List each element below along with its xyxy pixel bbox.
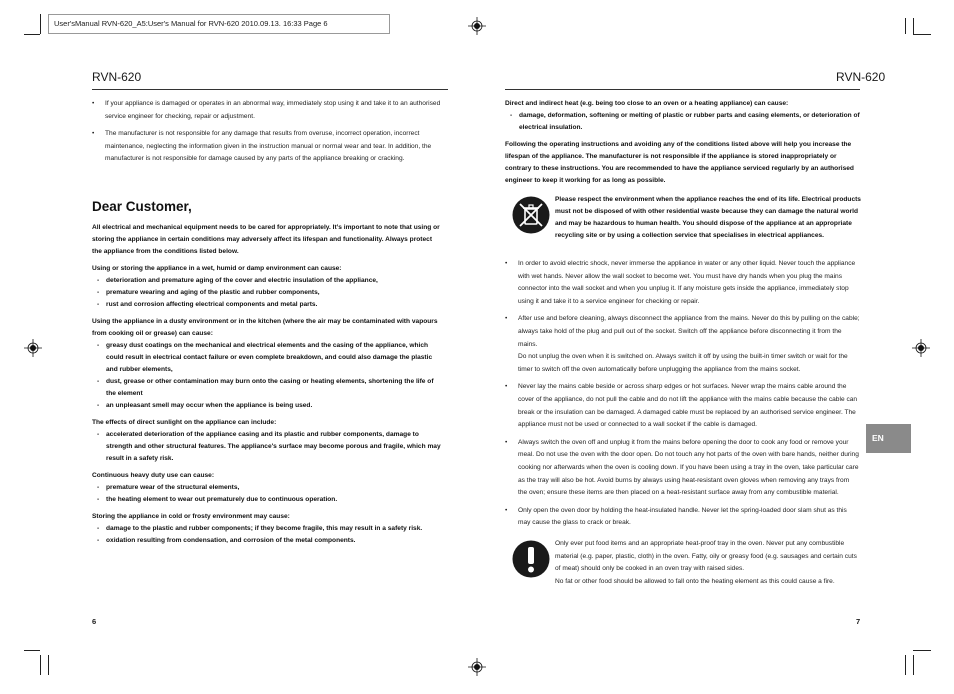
list-item: • Always switch the oven off and unplug it from the mains before opening the door to cook any food or remove your meal. Do not use the oven with the door open. Do not touch any hot parts of the oven with bare hands, neither during cooking nor afterwards when the oven is cooling down. If you have been using a tray in the oven, take particular care as the tray will also be hot. Avoid burns by always using heat-resistant oven gloves when removing any trays from the oven; ensure these items are then placed on a heat-resistant surface away from any combustible material. — [505, 438, 859, 497]
page-number: 6 — [92, 617, 97, 626]
list-item: • In order to avoid electric shock, never immerse the appliance in water or any other liquid. Never touch the appliance with wet hands. Never allow the wall socket to become wet. You must have dry hands when you plug the mains connector into the wall socket and when you unplug it. If any moisture gets inside the appliance, immediately stop using it and take it to a service engineer for checking or repair. — [505, 260, 856, 305]
list-item: • If your appliance is damaged or operates in an abnormal way, immediately stop using it and take it to an authorised service engineer for checking, repair or adjustment. — [92, 100, 441, 120]
list-item: - greasy dust coatings on the mechanical and electrical elements and the casing of the appliance, which could result in electrical contact failure or even complete breakdown, and could also damage the plastic and rubber elements, — [97, 341, 433, 374]
section-title: Using the appliance in a dusty environment or in the kitchen (where the air may be contaminated with vapours from cooking oil or grease) can cause: — [92, 317, 438, 337]
list-item: - an unpleasant smell may occur when the appliance is being used. — [97, 402, 313, 410]
section-title: Storing the appliance in cold or frosty environment may cause: — [92, 512, 290, 520]
registration-mark-icon — [468, 17, 486, 35]
exclamation-icon — [512, 540, 550, 578]
closing-paragraph: Following the operating instructions and avoiding any of the conditions listed above will help you increase the lifespan of the appliance. The manufacturer is not responsible if the appliance is stored inappropriately or contrary to these instructions. You are recommended to have the appliance serviced regularly by an authorised engineer to keep it working for as long as possible. — [505, 140, 854, 185]
registration-mark-icon — [912, 339, 930, 357]
section-title: Continuous heavy duty use can cause: — [92, 471, 215, 479]
list-item: - premature wear of the structural elements, — [97, 483, 240, 491]
list-item: - damage, deformation, softening or melting of plastic or rubber parts and casing elements, or deterioration of electrical insulation. — [510, 112, 860, 132]
section-title: The effects of direct sunlight on the appliance can include: — [92, 418, 277, 426]
right-bullets — [505, 258, 860, 535]
left-page-model: RVN-620 — [92, 70, 142, 84]
section-title: Using or storing the appliance in a wet, humid or damp environment can cause: — [92, 264, 342, 272]
left-header-rule — [92, 89, 448, 90]
list-item: • After use and before cleaning, always disconnect the appliance from the mains. Never do this by pulling on the cable; always take hold of the plug and pull out of the socket. Switch off the appliance before disconnecting it from the mains. — [505, 315, 860, 348]
page-number: 7 — [856, 617, 861, 626]
list-item: • Only open the oven door by holding the heat-insulated handle. Never let the spring-loaded door slam shut as this may cause the glass to crack or break. — [505, 506, 847, 527]
language-tab: EN — [866, 424, 911, 453]
list-item: - accelerated deterioration of the appliance casing and its plastic and rubber components, damage to strength and other structural features. The appliance's surface may become porous and fragile, which may result in a safety risk. — [97, 431, 441, 463]
list-item: - damage to the plastic and rubber components; if they become fragile, this may result in a safety risk. — [97, 524, 423, 532]
right-page-model: RVN-620 — [836, 70, 886, 84]
list-item: - premature wearing and aging of the plastic and rubber components, — [97, 288, 320, 296]
right-header-rule — [505, 89, 860, 90]
recycle-notice: Please respect the environment when the appliance reaches the end of its life. Electrical products must not be disposed of with other residential waste because they can damage the natural world and may be hazardous to human health. You should dispose of the appliance at an appropriate recycling site or by using a collection service that specialises in electrical appliances. — [555, 196, 861, 240]
list-item: - oxidation resulting from condensation, and corrosion of the metal components. — [97, 536, 356, 544]
left-top-bullets — [92, 98, 448, 171]
list-item: - rust and corrosion affecting electrical components and metal parts. — [97, 301, 318, 309]
list-item: - dust, grease or other contamination may burn onto the casing or heating elements, shortening the life of the element — [97, 378, 434, 398]
list-item: - the heating element to wear out prematurely due to continuous operation. — [97, 495, 338, 503]
left-body — [92, 222, 442, 547]
page-title: Dear Customer, — [92, 199, 192, 214]
registration-mark-icon — [468, 658, 486, 676]
list-item: Do not unplug the oven when it is switched on. Always switch it off by using the built-in timer switch or wait for the timer to switch off the oven automatically before unplugging the appliance from the mains socket. — [518, 353, 848, 373]
crossed-out-bin-icon — [512, 196, 550, 234]
list-item: • The manufacturer is not responsible for any damage that results from overuse, incorrect operation, incorrect maintenance, neglecting the information given in the instruction manual or normal wear and tear. In addition, the manufacturer is not responsible for damage caused by any parts of the appliance breaking or cracking. — [92, 130, 432, 163]
warning-notice: Only ever put food items and an appropriate heat-proof tray in the oven. Never put any combustible material (e.g. paper, plastic, cloth) in the oven. Fatty, oily or greasy food (e.g. sausages and certain cuts of meat) should only be cooked in an oven tray with raised sides. No fat or other food should be allowed to fall onto the heating element as this could cause a fire. — [555, 540, 857, 585]
intro-paragraph: All electrical and mechanical equipment needs to be cared for appropriately. It’s important to note that using or storing the appliance in certain conditions may adversely affect its lifespan and functionality. Always protect the appliance from the conditions listed below. — [92, 224, 440, 256]
right-top-body — [505, 98, 860, 187]
printer-slug: User'sManual RVN-620_A5:User's Manual for RVN-620 2010.09.13. 16:33 Page 6 — [48, 14, 390, 34]
list-item: - deterioration and premature aging of the cover and electric insulation of the appliance, — [97, 276, 378, 284]
registration-mark-icon — [24, 339, 42, 357]
section-title: Direct and indirect heat (e.g. being too close to an oven or a heating appliance) can cause: — [505, 100, 789, 107]
list-item: • Never lay the mains cable beside or across sharp edges or hot surfaces. Never wrap the mains cable around the cover of the appliance, do not pull the cable and do not lift the appliance with the mains cable because the cable can break or the insulation can be damaged. A damaged cable must be replaced by an authorised service engineer. The appliance must not be used or connected to a wall socket if the cable is damaged. — [505, 383, 858, 429]
